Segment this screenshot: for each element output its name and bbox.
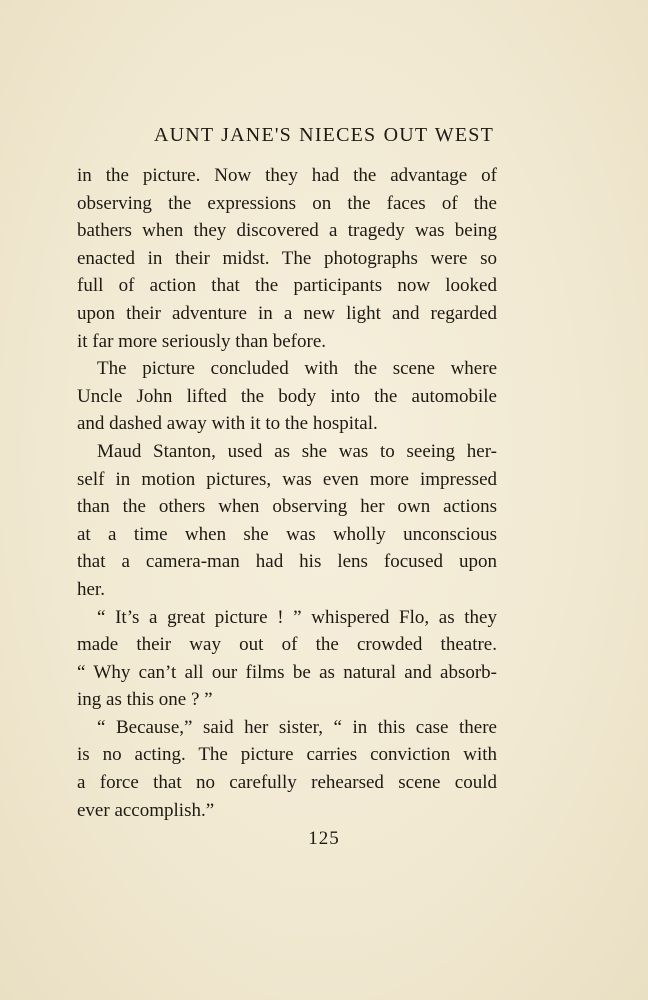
text-line: “ Why can’t all our films be as natural and absorb- [77,661,497,683]
running-head: AUNT JANE'S NIECES OUT WEST [153,124,494,146]
text-line: “ It’s a great picture ! ” whispered Flo, as they [97,606,497,628]
text-line: than the others when observing her own actions [77,496,497,518]
text-line: upon their adventure in a new light and regarded [77,302,497,324]
text-line: made their way out of the crowded theatre. [77,634,497,656]
text-line: “ Because,” said her sister, “ in this case there [97,716,497,738]
text-line: is no acting. The picture carries conviction with [77,744,497,766]
text-line: observing the expressions on the faces of the [77,192,497,214]
text-line: her. [77,578,105,600]
text-line: enacted in their midst. The photographs were so [77,247,497,269]
text-line: that a camera-man had his lens focused upon [77,551,497,573]
text-line: The picture concluded with the scene where [97,358,497,380]
text-line: at a time when she was wholly unconscious [77,523,497,545]
text-line: in the picture. Now they had the advantage of [77,165,497,186]
paragraph-2 [77,355,497,438]
text-line: ever accomplish.” [77,799,215,821]
paragraph-4 [77,604,497,714]
text-line: Maud Stanton, used as she was to seeing her- [97,440,497,462]
text-line: it far more seriously than before. [77,330,327,352]
text-line: ing as this one ? ” [77,689,213,711]
paragraph-1 [77,162,497,355]
text-line: a force that no carefully rehearsed scene could [77,772,497,794]
body-text [77,162,497,824]
page-number: 125 [308,828,340,849]
text-line: self in motion pictures, was even more impressed [77,468,497,490]
text-line: and dashed away with it to the hospital. [77,413,378,435]
text-line: bathers when they discovered a tragedy was being [77,220,497,242]
paragraph-3 [77,438,497,604]
text-line: full of action that the participants now looked [77,275,497,297]
text-line: Uncle John lifted the body into the automobile [77,385,497,407]
paragraph-5 [77,714,497,824]
